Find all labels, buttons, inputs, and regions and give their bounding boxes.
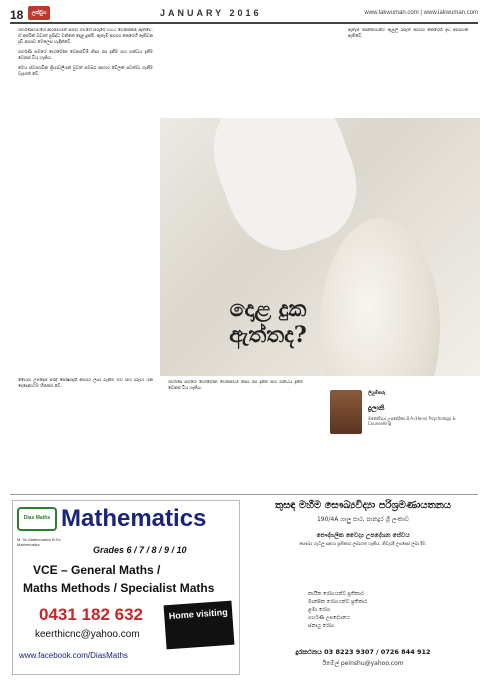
author-label: ලියුම්කරු [368, 391, 386, 396]
article-text: මෙය ස්වාභාවික ක්‍රියාවලියක් වුවත් සමබර ආහාර වේලක් පවත්වා ගැනීම වැදගත් වේ. [18, 66, 153, 77]
ad-facebook: www.facebook.com/DiasMaths [19, 651, 128, 660]
clinic-description: සෞඛ්‍ය ගැටලු සඳහා ප්‍රතිකාර ලබාගත හැකිය. නිවැරදි උපදෙස් ලබා දීම. [299, 542, 427, 547]
ad-vce: VCE – General Maths / [33, 563, 161, 577]
photo-belly-shape [320, 218, 440, 376]
article-column-1b [18, 378, 153, 478]
publication-url: www.lakwuman.com | www.lakwuman.com [364, 10, 478, 16]
article-column-2b [168, 380, 303, 480]
article-text: ගර්භණී සමයේ හෝමෝන වෙනස්වීම් නිසා රස දැනීම සහ ගන්ධය දැනීම වෙනස් විය හැකිය. [18, 50, 153, 61]
article-text: ගර්භණීභාවයේ ආරම්භයත් සමඟ මවගේ සිරුරේ විවිධ වෙනස්කම් ඇතිවේ. ඒ අතරින් වඩාත් ප්‍රසිද්ධ වන්නේ දොළ දුකයි. ඇතැම් ආහාර කෙරෙහි ඇතිවන දැඩි ආශාව මෙලෙස හැඳින්වේ. [18, 28, 153, 45]
headline-line-2: ඇත්තද? [229, 322, 307, 348]
clinic-email: ඊමේල් peinshu@yahoo.com [322, 660, 404, 667]
ad-divider [10, 494, 478, 495]
clinic-service-item: මානසික රෝගයන්ට ප්‍රතිකාර [308, 599, 368, 605]
article-column-1 [18, 28, 153, 368]
ad-subtitle: M. Sc Mathematics B.Sc Mathematics [17, 537, 61, 547]
author-photo [330, 390, 362, 434]
author-description: මනෝවිද්‍යා උපදේශිකා B.A.(Hons) Psychology & Counselling [368, 416, 456, 426]
page-header [10, 8, 478, 30]
clinic-service-name: පෞද්ගලික වෛද්‍ය උපදේශන සේවය [316, 532, 410, 539]
clinic-service-item: ගර්භණී උපදේශනය [308, 615, 350, 621]
clinic-address: 190/4A ගාලු පාර, පානදුර ශ්‍රී ලංකාව [316, 516, 410, 523]
ad-title: Mathematics [61, 505, 207, 532]
publication-logo: ලක්වුෆ [28, 6, 50, 20]
clinic-phone: දුරකථනය 03 8223 9307 / 0726 844 912 [295, 648, 431, 656]
header-rule [10, 22, 478, 24]
article-text: ගර්භණී සමයේ හෝමෝන වෙනස්වීම් නිසා රස දැනීම සහ ගන්ධය දැනීම වෙනස් විය හැකිය. [168, 380, 303, 391]
home-visiting-badge: Home visiting [164, 601, 235, 650]
clinic-title: තුසඳ මහීම සෞඛ්‍යවිද්‍යා පරිශ්‍රමණායතනය [274, 500, 451, 511]
clinic-services-list [308, 590, 448, 630]
article-text: ඇතැම් කාන්තාවන්ට ඇඹුල් රසැති ආහාර කෙරෙහි දැඩි ආශාවක් ඇතිවේ. [348, 28, 468, 39]
ad-grades: Grades 6 / 7 / 8 / 9 / 10 [93, 545, 187, 555]
headline-line-1: දොළ දුක [229, 296, 307, 322]
clinic-service-item: කායික රෝගයන්ට ප්‍රතිකාර [308, 591, 364, 597]
dias-maths-logo: Dias Maths [17, 507, 57, 531]
article-text: වෛද්‍ය උපදෙස් පරිදි පෝෂ්‍යදායී ආහාර ලබා ගැනීම මව සහ දරුවා යන දෙදෙනාටම හිතකර වේ. [18, 378, 153, 389]
author-box [330, 390, 470, 450]
ad-phone: 0431 182 632 [39, 605, 143, 624]
health-clinic-advertisement [248, 500, 478, 675]
maths-advertisement [12, 500, 240, 675]
author-name: දුලානි [368, 404, 385, 412]
clinic-service-item: ස්නායු රෝග [308, 623, 335, 629]
ad-maths-subjects: Maths Methods / Specialist Maths [23, 581, 215, 595]
issue-date: JANUARY 2016 [160, 8, 262, 18]
page-number: 18 [10, 8, 24, 22]
ad-email: keerthicnc@yahoo.com [35, 629, 140, 640]
clinic-service-item: ළමා රෝග [308, 607, 331, 613]
article-headline [208, 296, 328, 348]
